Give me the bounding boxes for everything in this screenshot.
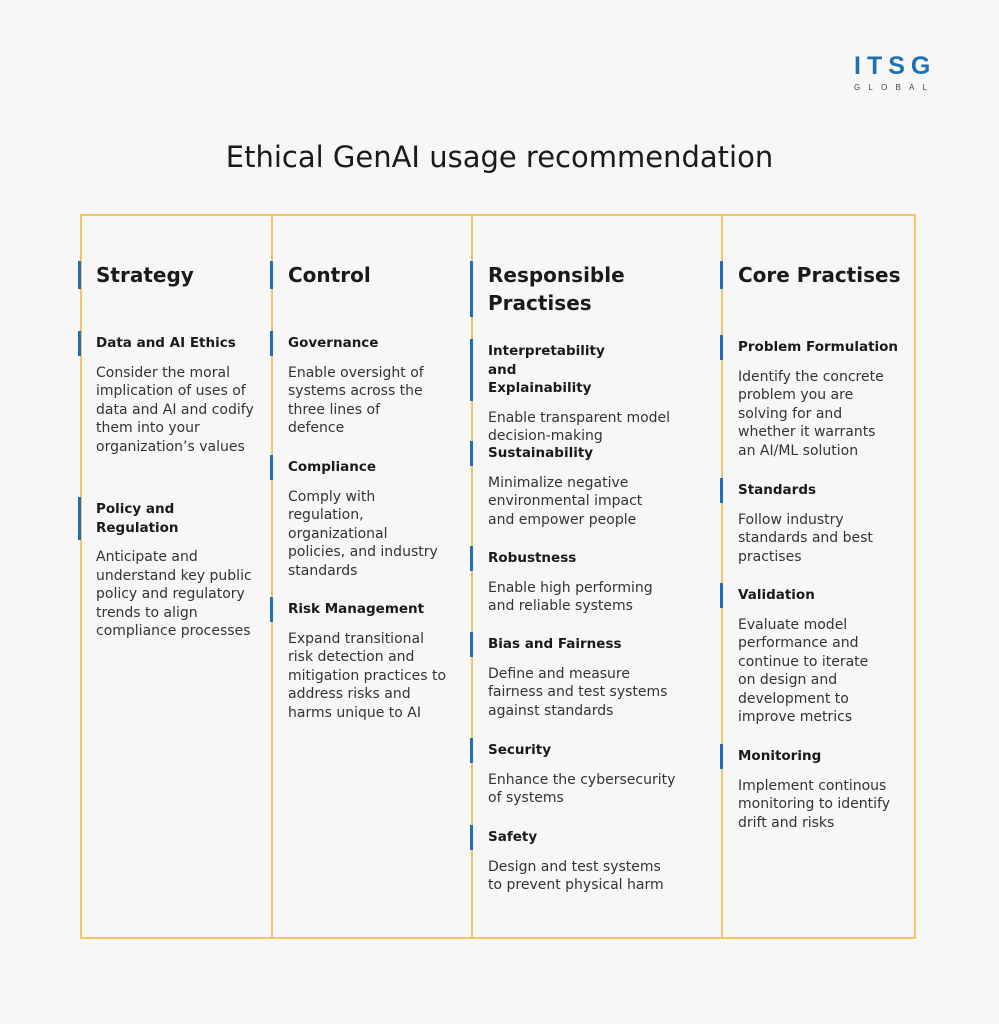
item-description: Anticipate and understand key public policy and regulatory trends to align compliance processes (96, 549, 252, 640)
item-description: Design and test systems to prevent physical harm (488, 858, 664, 894)
column-heading: Control (270, 261, 478, 289)
list-item (78, 331, 278, 456)
item-description: Evaluate model performance and continue to iterate on design and development to improve metrics (738, 616, 869, 726)
column-heading: Core Practises (720, 261, 928, 289)
list-item (720, 335, 920, 460)
list-item (720, 478, 920, 566)
list-item (270, 455, 470, 580)
item-description: Enable transparent model decision-making (488, 409, 671, 445)
column-responsible-practises (472, 214, 721, 939)
column-heading: Responsible Practises (470, 261, 678, 317)
item-title: Risk Management (270, 597, 470, 622)
item-description: Minimalize negative environmental impact and empower people (488, 474, 643, 528)
item-title: Validation (720, 583, 920, 608)
column-strategy (80, 214, 271, 939)
logo-main-text: ITSG (854, 52, 937, 80)
list-item (470, 339, 670, 446)
list-item (270, 331, 470, 438)
column-control (272, 214, 471, 939)
list-item (470, 738, 676, 808)
item-description: Enable high performing and reliable systems (488, 579, 653, 615)
item-description: Implement continous monitoring to identify drift and risks (738, 777, 890, 831)
item-description: Define and measure fairness and test systems against standards (488, 665, 668, 719)
item-description: Follow industry standards and best practises (738, 511, 873, 565)
item-title: Compliance (270, 455, 470, 480)
item-description: Enhance the cybersecurity of systems (488, 771, 676, 807)
item-title: Safety (470, 825, 670, 850)
item-title: Standards (720, 478, 920, 503)
list-item (470, 546, 670, 616)
list-item (470, 441, 670, 529)
list-item (270, 597, 470, 722)
item-title: Sustainability (470, 441, 670, 466)
item-title: Governance (270, 331, 470, 356)
logo-sub-text: GLOBAL (854, 83, 936, 92)
item-description: Enable oversight of systems across the three lines of defence (288, 364, 424, 437)
list-item (78, 497, 278, 641)
item-description: Consider the moral implication of uses of data and AI and codify them into your organization’s values (96, 364, 254, 455)
page-title: Ethical GenAI usage recommendation (225, 140, 774, 174)
item-description: Expand transitional risk detection and mitigation practices to address risks and harms unique to AI (288, 630, 447, 721)
item-title: Interpretability and Explainability (470, 339, 613, 401)
column-core-practises (722, 214, 916, 939)
item-title: Data and AI Ethics (78, 331, 278, 356)
item-title: Problem Formulation (720, 335, 903, 360)
item-description: Identify the concrete problem you are solving for and whether it warrants an AI/ML solution (738, 368, 884, 459)
itsg-global-logo (854, 54, 946, 92)
item-title: Security (470, 738, 670, 763)
item-title: Monitoring (720, 744, 920, 769)
column-heading: Strategy (78, 261, 286, 289)
list-item (470, 825, 670, 895)
item-description: Comply with regulation, organizational policies, and industry standards (288, 488, 438, 579)
item-title: Bias and Fairness (470, 632, 670, 657)
list-item (470, 632, 670, 720)
list-item (720, 744, 920, 832)
item-title: Policy and Regulation (78, 497, 196, 540)
list-item (720, 583, 920, 727)
item-title: Robustness (470, 546, 670, 571)
